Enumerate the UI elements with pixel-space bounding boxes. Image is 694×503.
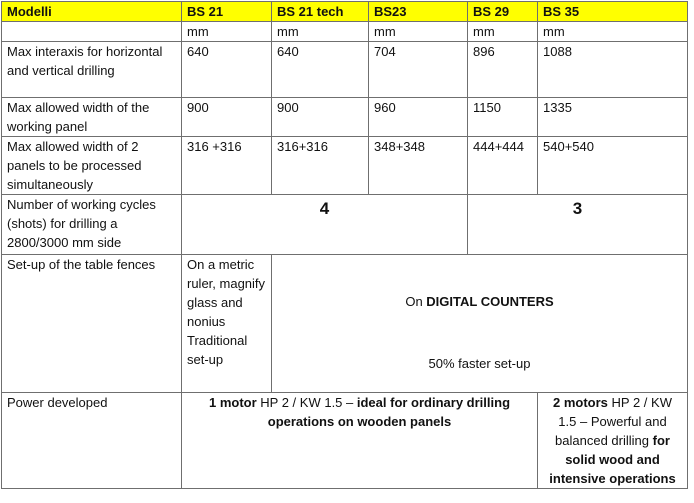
value-cell: 444+444 xyxy=(468,137,538,195)
value-cell: 316+316 xyxy=(272,137,369,195)
model-bs35: BS 35 xyxy=(538,2,688,22)
row-label: Set-up of the table fences xyxy=(2,255,182,393)
value-cell: 348+348 xyxy=(369,137,468,195)
fences-faster: 50% faster set-up xyxy=(428,356,531,371)
row-label: Max allowed width of the working panel xyxy=(2,98,182,137)
value-cell: 896 xyxy=(468,42,538,98)
value-cell: 540+540 xyxy=(538,137,688,195)
header-label: Modelli xyxy=(2,2,182,22)
value-cell: 1335 xyxy=(538,98,688,137)
one-motor-desc: ideal for ordinary drilling operations on wooden panels xyxy=(267,395,511,429)
interaxis-row xyxy=(2,42,688,98)
fences-row xyxy=(2,255,688,393)
two-motor-spec: HP 2 / KW 1.5 – Powerful and balanced drilling xyxy=(555,395,672,448)
power-one-motor xyxy=(182,393,538,489)
two-motor-desc: for solid wood and intensive operations xyxy=(549,433,676,486)
header-row xyxy=(2,2,688,22)
cycles-value-b: 3 xyxy=(468,195,688,255)
cycles-value-a: 4 xyxy=(182,195,468,255)
value-cell: 704 xyxy=(369,42,468,98)
digital-counters: DIGITAL COUNTERS xyxy=(426,294,554,309)
value-cell: 640 xyxy=(272,42,369,98)
fences-digital-cell xyxy=(272,255,688,393)
unit-cell: mm xyxy=(538,22,688,42)
row-label: Power developed xyxy=(2,393,182,489)
value-cell: 1088 xyxy=(538,42,688,98)
cycles-row xyxy=(2,195,688,255)
digital-prefix: On xyxy=(405,294,423,309)
panel-width-row xyxy=(2,98,688,137)
two-panels-row xyxy=(2,137,688,195)
fences-digital xyxy=(277,292,682,311)
specs-table xyxy=(1,1,688,489)
value-cell: 640 xyxy=(182,42,272,98)
row-label: Max interaxis for horizontal and vertical drilling xyxy=(2,42,182,98)
row-label: Number of working cycles (shots) for drilling a 2800/3000 mm side xyxy=(2,195,182,255)
units-row xyxy=(2,22,688,42)
unit-cell: mm xyxy=(182,22,272,42)
value-cell: 900 xyxy=(272,98,369,137)
power-two-motors xyxy=(538,393,688,489)
value-cell: 960 xyxy=(369,98,468,137)
unit-cell: mm xyxy=(369,22,468,42)
fences-traditional: On a metric ruler, magnify glass and nonius Traditional set-up xyxy=(182,255,272,393)
value-cell: 900 xyxy=(182,98,272,137)
unit-cell: mm xyxy=(272,22,369,42)
model-bs23: BS23 xyxy=(369,2,468,22)
row-label: Max allowed width of 2 panels to be processed simultaneously xyxy=(2,137,182,195)
model-bs21-tech: BS 21 tech xyxy=(272,2,369,22)
units-label-cell xyxy=(2,22,182,42)
value-cell: 1150 xyxy=(468,98,538,137)
value-cell: 316 +316 xyxy=(182,137,272,195)
model-bs21: BS 21 xyxy=(182,2,272,22)
model-bs29: BS 29 xyxy=(468,2,538,22)
one-motor-spec: HP 2 / KW 1.5 – xyxy=(260,395,354,410)
one-motor-label: 1 motor xyxy=(208,395,257,410)
power-row xyxy=(2,393,688,489)
unit-cell: mm xyxy=(468,22,538,42)
two-motor-label: 2 motors xyxy=(553,395,608,410)
